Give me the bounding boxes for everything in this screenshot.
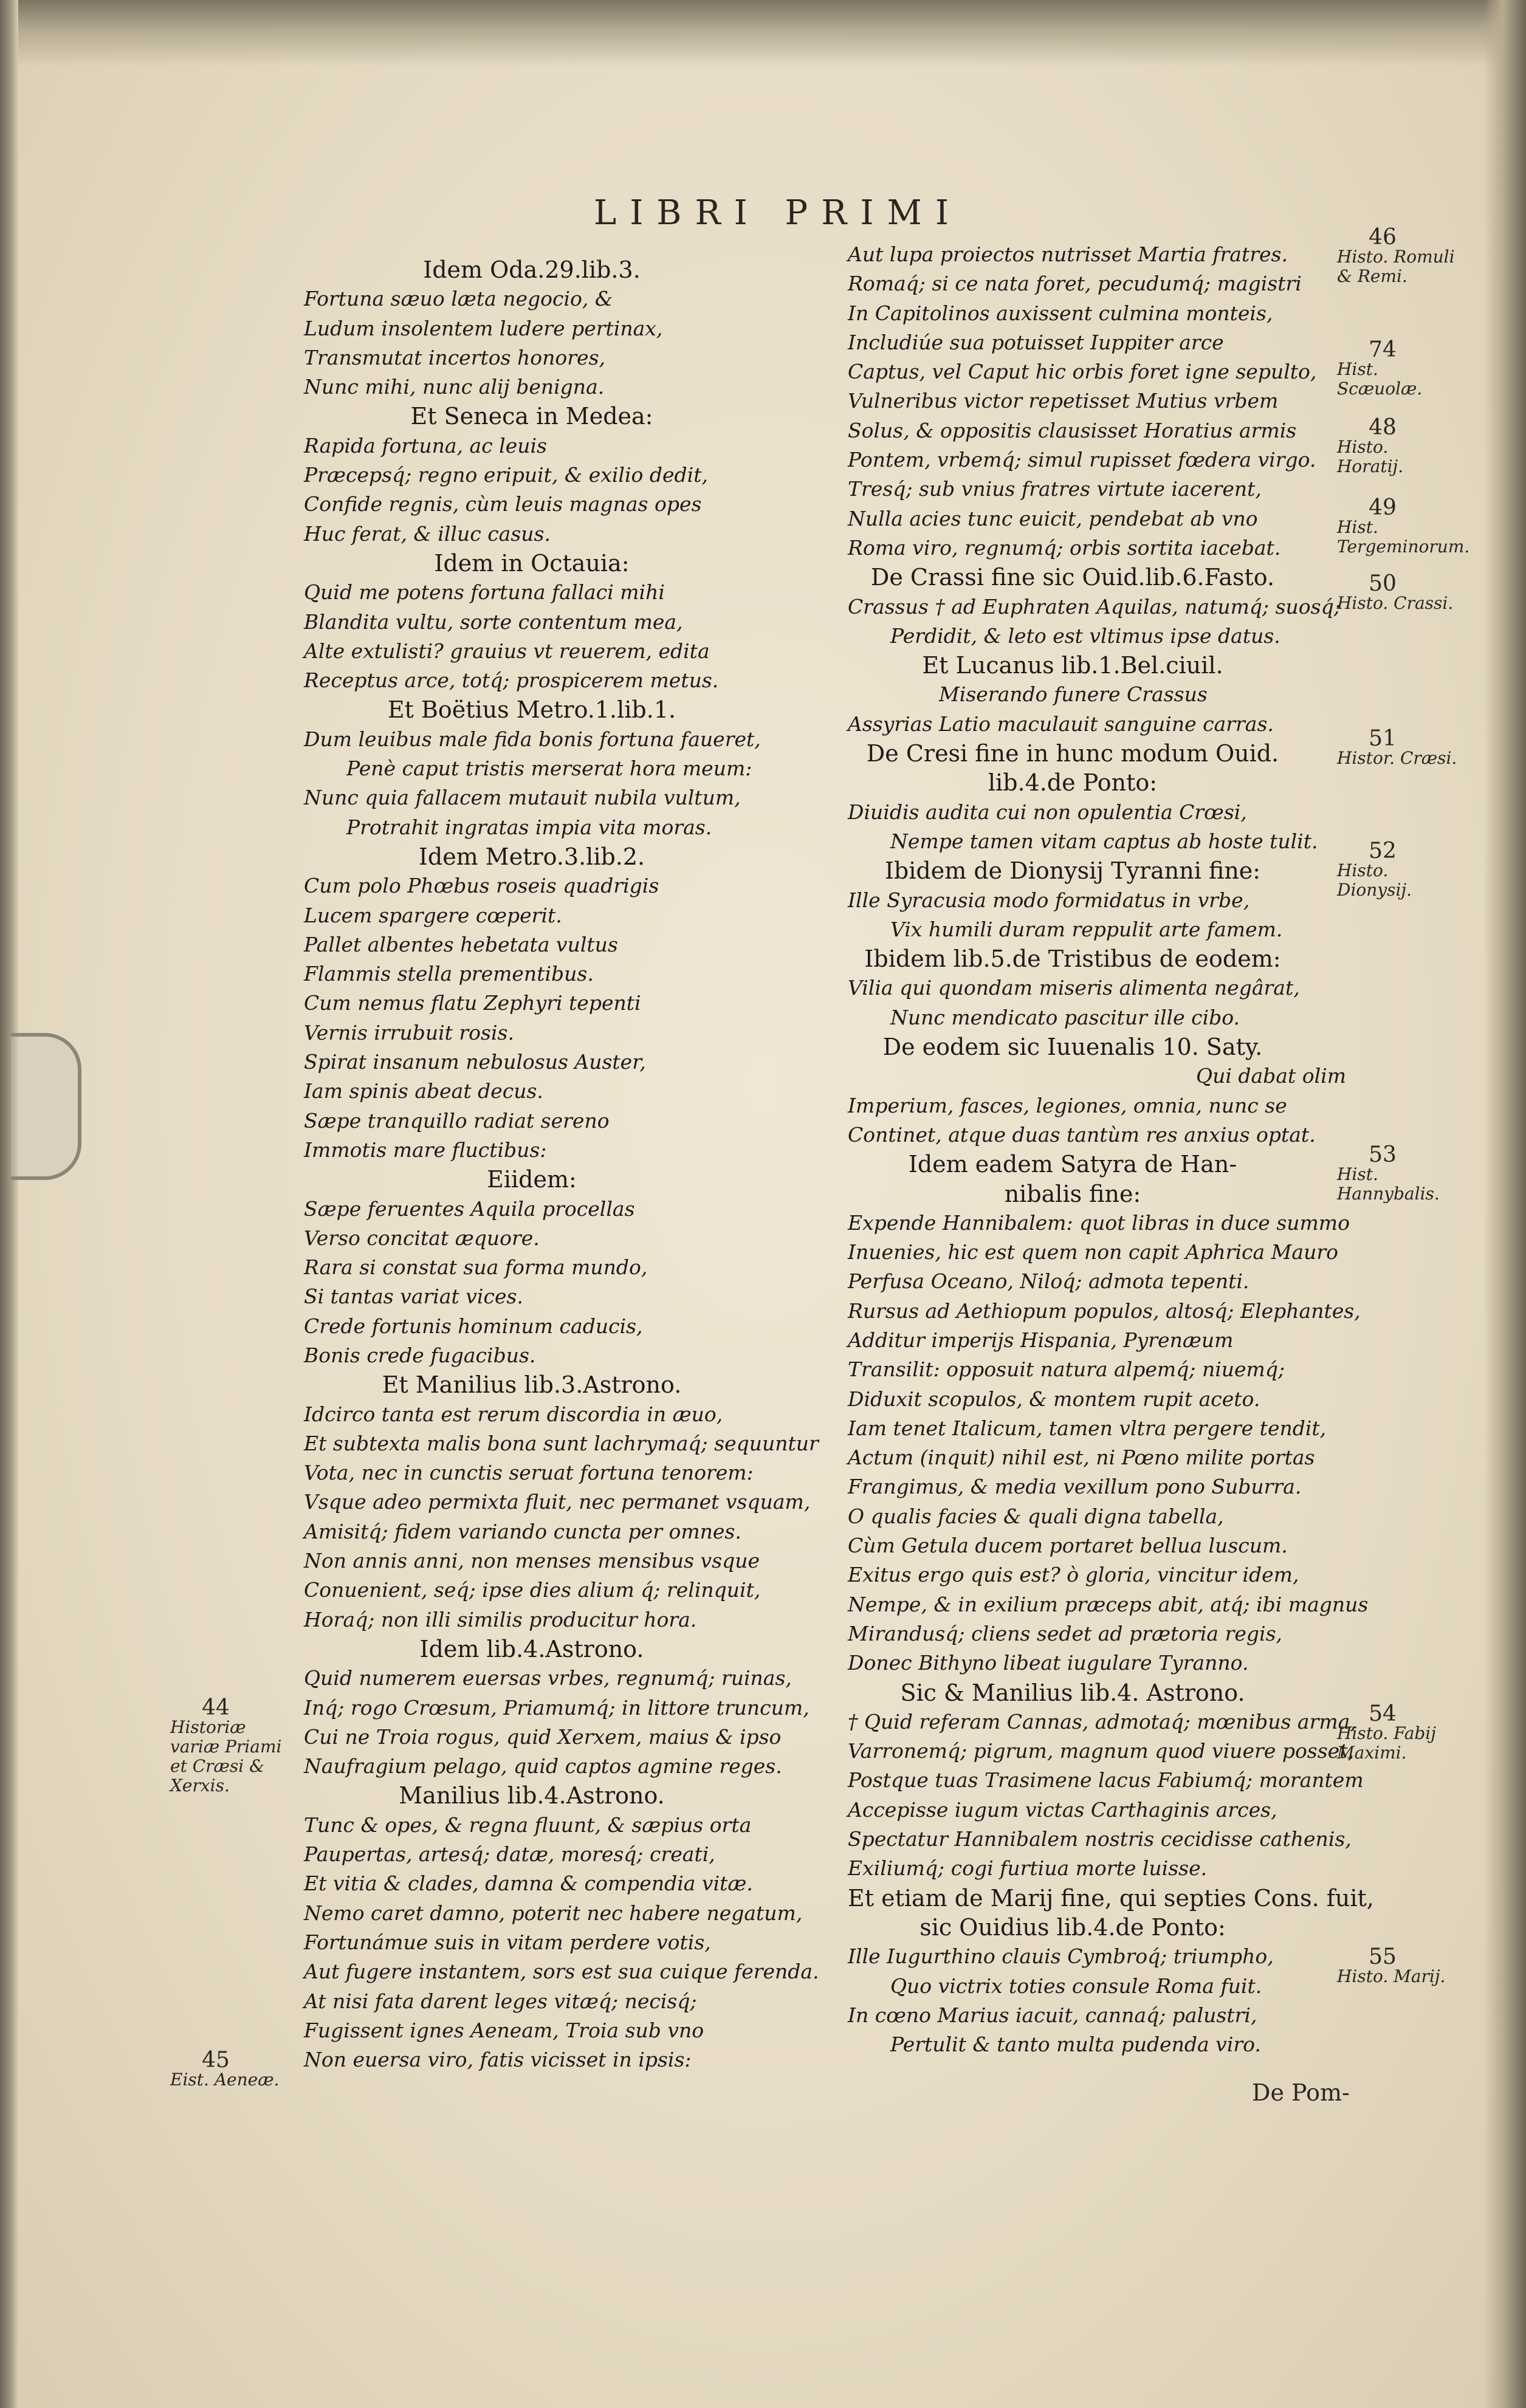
verse-line: Receptus arce, totq́; prospicerem metus. [304, 668, 719, 693]
margin-note-number: 53 [1369, 1142, 1397, 1167]
verse-line: Nulla acies tunc euicit, pendebat ab vno [848, 506, 1258, 530]
verse-line: Fugissent ignes Aeneam, Troia sub vno [304, 2018, 704, 2042]
verse-line: Vilia qui quondam miseris alimenta negârat, [848, 976, 1300, 1000]
margin-note-number: 45 [202, 2048, 230, 2073]
margin-note-number: 50 [1369, 571, 1397, 596]
margin-note-number: 52 [1369, 839, 1397, 863]
verse-line: Vernis irrubuit rosis. [304, 1020, 514, 1044]
verse-line: Vota, nec in cunctis seruat fortuna tenorem: [304, 1461, 754, 1485]
section-heading: Idem lib.4.Astrono. [419, 1635, 644, 1662]
verse-line: Confide regnis, cùm leuis magnas opes [304, 492, 702, 516]
section-heading: Et Boëtius Metro.1.lib.1. [387, 696, 676, 724]
margin-note-text: Hist. Tergeminorum. [1337, 517, 1470, 557]
verse-line: Miserando funere Crassus [939, 682, 1208, 707]
margin-note-number: 74 [1369, 337, 1397, 362]
verse-line: Donec Bithyno libeat iugulare Tyranno. [848, 1651, 1249, 1675]
verse-line: Naufragium pelago, quid captos agmine reges. [304, 1754, 782, 1779]
verse-line: Horaq́; non illi similis producitur hora. [304, 1607, 697, 1631]
margin-note [1337, 1142, 1459, 1204]
margin-note [1337, 337, 1459, 399]
verse-line: Rapida fortuna, ac leuis [304, 433, 547, 458]
verse-line: Ludum insolentem ludere pertinax, [304, 316, 663, 340]
verse-line: Huc ferat, & illuc casus. [304, 521, 551, 546]
paper-clip [11, 1033, 81, 1180]
margin-note-number: 54 [1369, 1701, 1397, 1726]
margin-note-text: Eist. Aeneæ. [170, 2070, 280, 2090]
margin-note [1337, 571, 1459, 613]
verse-line: Crassus † ad Euphraten Aquilas, natumq́; suosq́; [848, 594, 1341, 619]
verse-line: Assyrias Latio maculauit sanguine carras. [848, 712, 1274, 736]
section-heading: Ibidem de Dionysij Tyranni fine: [884, 857, 1261, 885]
verse-line: At nisi fata darent leges vitæq́; necisq́; [304, 1989, 697, 2013]
verse-line: Conuenient, seq́; ipse dies alium q́; relinquit, [304, 1578, 761, 1602]
verse-line: Qui dabat olim [1196, 1064, 1346, 1088]
verse-line: † Quid referam Cannas, admotaq́; mœnibus arma, [848, 1709, 1356, 1734]
verse-line: Flammis stella prementibus. [304, 962, 594, 986]
margin-note-text: Hist. Scæuolæ. [1337, 359, 1423, 399]
margin-note [170, 1695, 292, 1796]
verse-line: Postque tuas Trasimene lacus Fabiumq́; morantem [848, 1768, 1364, 1792]
verse-line: Continet, atque duas tantùm res anxius optat. [848, 1122, 1316, 1147]
verse-line: Fortuna sæuo læta negocio, & [304, 287, 613, 311]
verse-line: Sæpe tranquillo radiat sereno [304, 1108, 610, 1133]
verse-line: Nunc mihi, nunc alij benigna. [304, 375, 605, 399]
verse-line: Roma viro, regnumq́; orbis sortita iacebat. [848, 535, 1281, 560]
verse-line: Rursus ad Aethiopum populos, altosq́; Elephantes, [848, 1298, 1361, 1323]
verse-line: Inuenies, hic est quem non capit Aphrica Mauro [848, 1240, 1339, 1264]
verse-line: Protrahit ingratas impia vita moras. [346, 815, 712, 839]
section-heading: Idem Oda.29.lib.3. [423, 256, 641, 283]
verse-line: Nemo caret damno, poterit nec habere negatum, [304, 1901, 803, 1925]
section-heading: Et Lucanus lib.1.Bel.ciuil. [922, 652, 1223, 679]
verse-line: Transilit: opposuit natura alpemq́; niuemq́; [848, 1357, 1285, 1382]
margin-note-text: Hist. Hannybalis. [1337, 1164, 1440, 1204]
section-heading: De eodem sic Iuuenalis 10. Saty. [882, 1034, 1263, 1061]
verse-line: Verso concitat æquore. [304, 1226, 540, 1250]
margin-note-text: Histo. Crassi. [1337, 593, 1454, 613]
verse-line: Vulneribus victor repetisset Mutius vrbem [848, 389, 1279, 413]
verse-line: Penè caput tristis merserat hora meum: [346, 756, 752, 781]
margin-note-number: 48 [1369, 415, 1397, 440]
margin-note-text: Historiæ variæ Priami et Cræsi & Xerxis. [170, 1717, 282, 1796]
section-heading: De Cresi fine in hunc modum Ouid. [866, 740, 1279, 767]
section-heading: Eiidem: [487, 1166, 577, 1193]
section-heading: sic Ouidius lib.4.de Ponto: [919, 1913, 1226, 1941]
margin-note-text: Histo. Dionysij. [1337, 860, 1412, 900]
margin-note-text: Histo. Horatij. [1337, 437, 1404, 476]
section-heading: Idem in Octauia: [434, 549, 630, 577]
catchword: De Pom- [1252, 2079, 1350, 2106]
section-heading: Et Manilius lib.3.Astrono. [382, 1371, 682, 1399]
margin-note [1337, 415, 1459, 476]
verse-line: Ille Syracusia modo formidatus in vrbe, [848, 888, 1250, 912]
verse-line: Si tantas variat vices. [304, 1285, 523, 1309]
verse-line: Pallet albentes hebetata vultus [304, 932, 618, 956]
binding-edge [0, 0, 18, 2408]
verse-line: Vsque adeo permixta fluit, nec permanet vsquam, [304, 1490, 811, 1514]
verse-line: Exiliumq́; cogi furtiua morte luisse. [848, 1856, 1208, 1881]
verse-line: Non euersa viro, fatis vicisset in ipsis: [304, 2048, 692, 2072]
verse-line: Diduxit scopulos, & montem rupit aceto. [848, 1387, 1260, 1411]
section-heading: Idem eadem Satyra de Han- [908, 1151, 1237, 1178]
verse-line: Actum (inquit) nihil est, ni Pœno milite portas [848, 1446, 1315, 1470]
margin-note [1337, 1944, 1459, 1986]
page-top-edge [0, 0, 1526, 67]
verse-line: Additur imperijs Hispania, Pyrenæum [848, 1328, 1234, 1352]
margin-note-number: 49 [1369, 495, 1397, 520]
margin-note-number: 46 [1369, 225, 1397, 250]
verse-line: Frangimus, & media vexillum pono Suburra. [848, 1475, 1302, 1499]
verse-line: Idcirco tanta est rerum discordia in æuo, [304, 1402, 723, 1426]
verse-line: O qualis facies & quali digna tabella, [848, 1504, 1224, 1528]
verse-line: Transmutat incertos honores, [304, 345, 605, 369]
margin-note-text: Histo. Marij. [1337, 1966, 1446, 1986]
margin-note [1337, 839, 1459, 900]
verse-line: Amisitq́; fidem variando cuncta per omnes. [304, 1519, 741, 1543]
verse-line: Accepisse iugum victas Carthaginis arces, [848, 1797, 1277, 1822]
verse-line: Mirandusq́; cliens sedet ad prætoria regis, [848, 1621, 1282, 1645]
left-text-column [304, 255, 833, 2074]
verse-line: Iam tenet Italicum, tamen vltra pergere tendit, [848, 1416, 1327, 1440]
verse-line: Exitus ergo quis est? ò gloria, vincitur idem, [848, 1563, 1299, 1587]
verse-line: Lucem spargere cœperit. [304, 903, 562, 927]
verse-line: Varronemq́; pigrum, magnum quod viuere posset, [848, 1739, 1354, 1763]
verse-line: Spectatur Hannibalem nostris cecidisse cathenis, [848, 1827, 1352, 1851]
verse-line: Quid me potens fortuna fallaci mihi [304, 580, 665, 605]
verse-line: In Capitolinos auxissent culmina monteis, [848, 301, 1273, 325]
verse-line: Cum nemus flatu Zephyri tepenti [304, 991, 641, 1015]
verse-line: Rara si constat sua forma mundo, [304, 1255, 648, 1280]
margin-note-number: 55 [1369, 1944, 1397, 1969]
verse-line: Quid numerem euersas vrbes, regnumq́; ruinas, [304, 1666, 792, 1690]
section-heading: Et Seneca in Medea: [410, 403, 653, 430]
verse-line: Ille Iugurthino clauis Cymbroq́; triumpho, [848, 1944, 1274, 1969]
verse-line: Pontem, vrbemq́; simul rupisset fœdera virgo. [848, 448, 1316, 472]
verse-line: Crede fortunis hominum caducis, [304, 1314, 643, 1338]
margin-note-text: Histo. Romuli & Remi. [1337, 247, 1455, 286]
verse-line: Præcepsq́; regno eripuit, & exilio dedit, [304, 463, 708, 487]
verse-line: Inq́; rogo Crœsum, Priamumq́; in littore truncum, [304, 1695, 809, 1720]
margin-note [1337, 495, 1470, 557]
margin-note [1337, 726, 1459, 768]
verse-line: Perdidit, & leto est vltimus ipse datus. [890, 623, 1280, 648]
verse-line: Pertulit & tanto multa pudenda viro. [890, 2032, 1261, 2057]
verse-line: Quo victrix toties consule Roma fuit. [890, 1974, 1262, 1998]
verse-line: Solus, & oppositis clausisset Horatius armis [848, 418, 1297, 442]
verse-line: Sæpe feruentes Aquila procellas [304, 1196, 635, 1221]
section-heading: De Crassi fine sic Ouid.lib.6.Fasto. [870, 564, 1275, 591]
verse-line: Imperium, fasces, legiones, omnia, nunc se [848, 1093, 1287, 1117]
verse-line: Romaq́; si ce nata foret, pecudumq́; magistri [848, 272, 1302, 296]
verse-line: Diuidis audita cui non opulentia Crœsi, [848, 800, 1247, 824]
verse-line: Immotis mare fluctibus: [304, 1137, 547, 1162]
verse-line: Et vitia & clades, damna & compendia vitæ. [304, 1871, 753, 1896]
verse-line: Alte extulisti? grauius vt reuerem, edita [304, 639, 710, 663]
verse-line: Includiúe sua potuisset Iuppiter arce [848, 330, 1224, 354]
verse-line: Non annis anni, non menses mensibus vsque [304, 1549, 760, 1573]
margin-note [1337, 225, 1459, 286]
margin-note [1337, 1701, 1459, 1763]
verse-line: Aut fugere instantem, sors est sua cuique ferenda. [304, 1960, 819, 1984]
verse-line: Vix humili duram reppulit arte famem. [890, 917, 1283, 941]
section-heading: nibalis fine: [1004, 1180, 1141, 1207]
verse-line: Blandita vultu, sorte contentum mea, [304, 609, 683, 634]
verse-line: Tresq́; sub vnius fratres virtute iacerent, [848, 477, 1262, 501]
verse-line: Fortunámue suis in vitam perdere votis, [304, 1930, 711, 1954]
verse-line: Tunc & opes, & regna fluunt, & sæpius orta [304, 1813, 752, 1837]
verse-line: Nempe, & in exilium præceps abit, atq́; ibi magnus [848, 1592, 1369, 1616]
verse-line: Cùm Getula ducem portaret bellua luscum. [848, 1534, 1288, 1558]
margin-note [170, 2048, 292, 2090]
section-heading: Manilius lib.4.Astrono. [399, 1782, 665, 1809]
margin-note-text: Histo. Fabij Maximi. [1337, 1723, 1436, 1763]
page-right-edge [1483, 0, 1526, 2408]
verse-line: Dum leuibus male fida bonis fortuna faueret, [304, 727, 761, 751]
verse-line: Paupertas, artesq́; datæ, moresq́; creati, [304, 1842, 715, 1867]
section-heading: lib.4.de Ponto: [988, 769, 1158, 797]
margin-note-number: 44 [202, 1695, 230, 1720]
verse-line: Cui ne Troia rogus, quid Xerxem, maius & ipso [304, 1724, 782, 1749]
verse-line: Spirat insanum nebulosus Auster, [304, 1050, 646, 1074]
verse-line: Nunc quia fallacem mutauit nubila vultum, [304, 786, 741, 810]
verse-line: Aut lupa proiectos nutrisset Martia fratres. [848, 242, 1288, 266]
verse-line: Perfusa Oceano, Niloq́; admota tepenti. [848, 1269, 1249, 1294]
section-heading: Idem Metro.3.lib.2. [418, 843, 645, 870]
section-heading: Ibidem lib.5.de Tristibus de eodem: [864, 945, 1281, 973]
verse-line: Iam spinis abeat decus. [304, 1079, 543, 1103]
verse-line: Nempe tamen vitam captus ab hoste tulit. [890, 829, 1318, 853]
verse-line: Nunc mendicato pascitur ille cibo. [890, 1005, 1240, 1029]
running-head: LIBRI PRIMI [594, 193, 962, 233]
verse-line: Captus, vel Caput hic orbis foret igne sepulto, [848, 360, 1317, 384]
section-heading: Sic & Manilius lib.4. Astrono. [900, 1679, 1245, 1706]
margin-note-number: 51 [1369, 726, 1397, 751]
verse-line: Et subtexta malis bona sunt lachrymaq́; sequuntur [304, 1431, 819, 1455]
section-heading: Et etiam de Marij fine, qui septies Cons. fuit, [848, 1884, 1374, 1912]
verse-line: Bonis crede fugacibus. [304, 1343, 536, 1367]
margin-note-text: Histor. Cræsi. [1337, 748, 1457, 768]
verse-line: In cœno Marius iacuit, cannaq́; palustri, [848, 2003, 1257, 2027]
verse-line: Cum polo Phœbus roseis quadrigis [304, 874, 659, 898]
verse-line: Expende Hannibalem: quot libras in duce summo [848, 1210, 1350, 1235]
